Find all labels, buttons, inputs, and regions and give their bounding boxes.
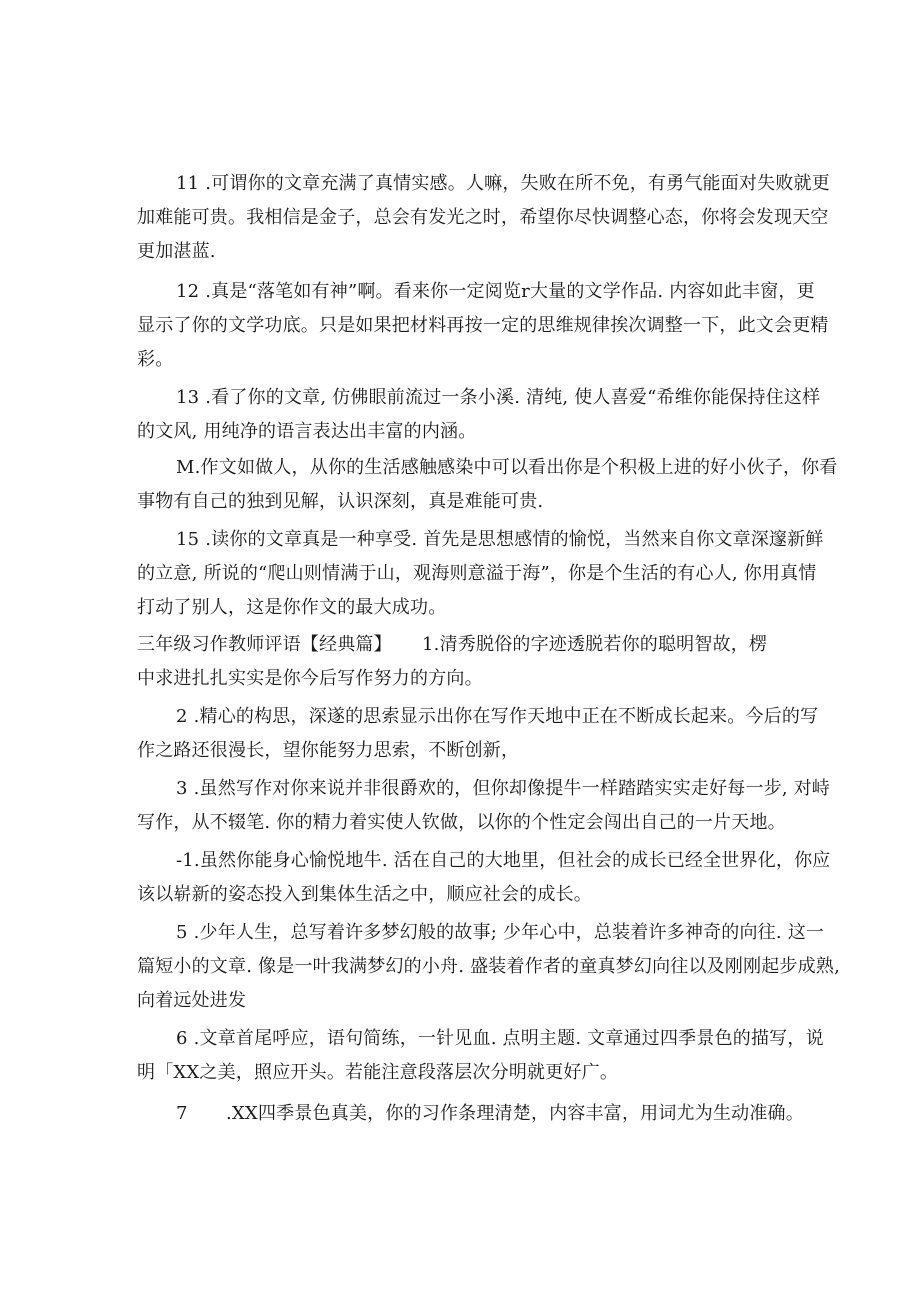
text-line: 6 .文章首尾呼应，语句简练，一针见血. 点明主题. 文章通过四季景色的描写，说 (176, 1028, 824, 1049)
text-line: 该以崭新的姿态投入到集体生活之中，顺应社会的成长。 (137, 884, 592, 905)
text-line: 1.清秀脱俗的字迹透脱若你的聪明智故，楞 (422, 634, 768, 655)
text-line: 11 .可谓你的文章充满了真情实感。人嘛，失败在所不免，有勇气能面对失败就更 (176, 173, 830, 194)
text-line: 事物有自己的独到见解，认识深刻，真是难能可贵. (137, 491, 544, 512)
text-line: 显示了你的文学功底。只是如果把材料再按一定的思维规律挨次调整一下，此文会更精 (137, 315, 829, 336)
text-line: -1.虽然你能身心愉悦地牛. 活在自己的大地里，但社会的成长已经全世界化，你应 (176, 850, 831, 871)
text-line: M.作文如做人，从你的生活感触感染中可以看出你是个积极上进的好小伙子，你看 (176, 457, 838, 478)
text-line: 15 .读你的文章真是一种享受. 首先是思想感情的愉悦，当然来自你文章深邃新鲜 (176, 529, 824, 550)
text-line: 12 .真是“落笔如有神”啊。看来你一定阅览r大量的文学作品. 内容如此丰窗，更 (176, 281, 815, 302)
text-line: 中求进扎扎实实是你今后写作努力的方向。 (137, 668, 483, 689)
text-line: 的立意, 所说的“爬山则情满于山，观海则意溢于海”，你是个生活的有心人, 你用真情 (137, 563, 817, 584)
text-line: 更加湛蓝. (137, 241, 216, 262)
text-line: 篇短小的文章. 像是一叶我满梦幻的小舟. 盛装着作者的童真梦幻向往以及刚刚起步成熟, (137, 956, 841, 977)
text-line: 加难能可贵。我相信是金子，总会有发光之时，希望你尽快调整心态，你将会发现天空 (137, 207, 829, 228)
text-line: 2 .精心的构思，深遂的思索显示出你在写作天地中正在不断成长起来。今后的写 (176, 706, 819, 727)
text-line: 彩。 (137, 349, 174, 370)
text-line: 打动了别人，这是你作文的最大成功。 (137, 597, 447, 618)
text-line: 13 .看了你的文章, 仿佛眼前流过一条小溪. 清纯, 使人喜爱“希维你能保持住这样 (176, 387, 821, 408)
item-number: 7 (176, 1103, 188, 1124)
text-line: 明「XX之美，照应开头。若能注意段落层次分明就更好广。 (137, 1062, 619, 1083)
text-line: 5 .少年人生，总写着许多梦幻般的故事; 少年心中，总装着许多神奇的向往. 这一 (176, 922, 825, 943)
text-line: .XX四季景色真美，你的习作条理清楚，内容丰富，用词尤为生动准确。 (226, 1103, 804, 1124)
section-heading: 三年级习作教师评语【经典篇】 (137, 634, 392, 655)
text-line: 作之路还很漫长，望你能努力思索，不断创新， (137, 740, 520, 761)
text-line: 的文风, 用纯净的语言表达出丰富的内涵。 (137, 421, 477, 442)
text-line: 向着远处进发 (137, 990, 247, 1011)
text-line: 写作，从不辍笔. 你的精力着实使人钦做，以你的个性定会闯出自己的一片天地。 (137, 812, 786, 833)
text-line: 3 .虽然写作对你来说并非很爵欢的，但你却像提牛一样踏踏实实走好每一步, 对峙 (176, 778, 831, 799)
